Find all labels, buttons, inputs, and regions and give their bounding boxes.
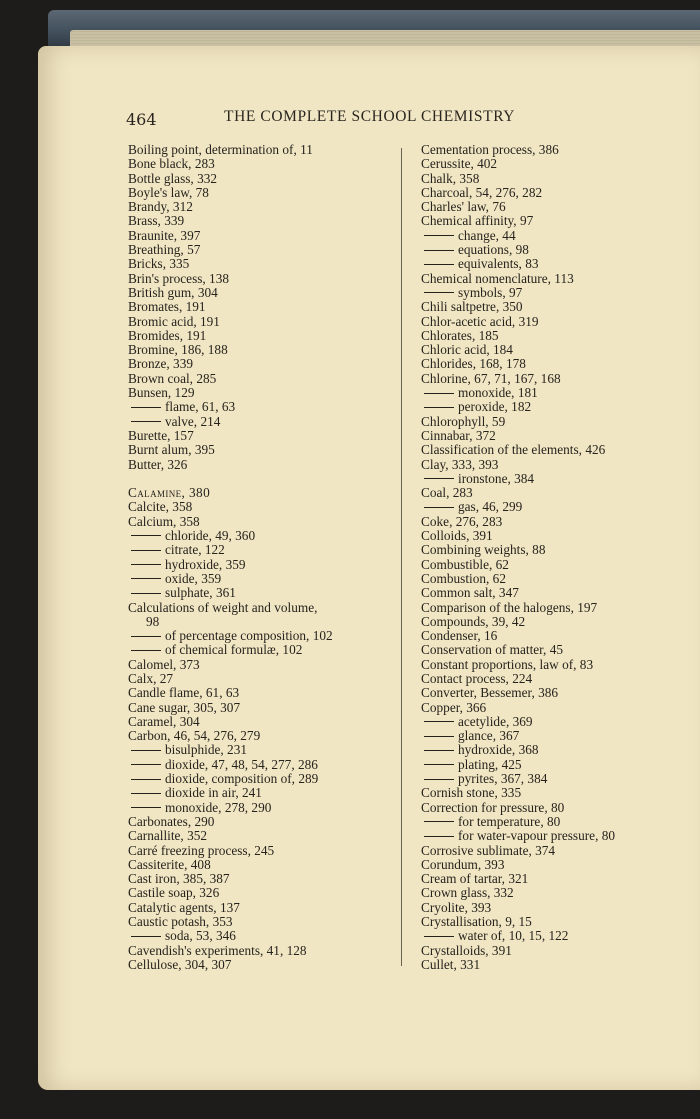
index-entry-text: glance, 367 [458, 728, 520, 744]
ditto-dash [424, 235, 454, 236]
ditto-dash [131, 936, 161, 937]
index-subentry [421, 257, 693, 271]
ditto-dash [131, 421, 161, 422]
index-entry [128, 715, 388, 729]
index-entry [128, 243, 388, 257]
index-entry-text: plating, 425 [458, 756, 522, 772]
index-entry [421, 529, 693, 543]
index-entry [128, 615, 388, 629]
index-entry [421, 415, 693, 429]
ditto-dash [131, 650, 161, 651]
index-entry [421, 844, 693, 858]
index-subentry [128, 572, 388, 586]
index-entry [421, 558, 693, 572]
ditto-dash [424, 250, 454, 251]
index-entry-text: dioxide, composition of, 289 [165, 771, 319, 787]
index-entry [128, 658, 388, 672]
ditto-dash [131, 550, 161, 551]
index-entry [421, 915, 693, 929]
index-entry [421, 300, 693, 314]
index-entry-text: Chloric acid, 184 [421, 342, 513, 358]
index-entry-text: Burnt alum, 395 [128, 442, 215, 458]
index-entry-text: Cellulose, 304, 307 [128, 956, 232, 972]
index-entry-text: Cane sugar, 305, 307 [128, 699, 241, 715]
index-entry-text: Bricks, 335 [128, 256, 190, 272]
index-entry [128, 686, 388, 700]
index-entry [421, 886, 693, 900]
index-subentry [128, 929, 388, 943]
index-entry-text: Combustible, 62 [421, 556, 509, 572]
index-entry-text: Chlor-acetic acid, 319 [421, 313, 539, 329]
index-entry [421, 357, 693, 371]
index-entry [421, 543, 693, 557]
index-entry [128, 486, 388, 500]
index-entry [128, 701, 388, 715]
index-entry [128, 944, 388, 958]
index-subentry [421, 815, 693, 829]
index-subentry [421, 400, 693, 414]
index-entry [421, 372, 693, 386]
index-entry [128, 601, 388, 615]
index-entry [128, 214, 388, 228]
index-entry-text: Caramel, 304 [128, 713, 200, 729]
index-entry [421, 143, 693, 157]
index-entry-text: Boiling point, determination of, 11 [128, 142, 313, 157]
index-subentry [128, 543, 388, 557]
ditto-dash [424, 292, 454, 293]
index-entry-text: Crystallisation, 9, 15 [421, 914, 532, 930]
index-entry [421, 572, 693, 586]
index-entry-text: ironstone, 384 [458, 470, 535, 486]
index-subentry [421, 829, 693, 843]
index-entry [128, 515, 388, 529]
index-entry-text: sulphate, 361 [165, 585, 236, 601]
index-entry-text: Calomel, 373 [128, 656, 200, 672]
index-entry-text: Cornish stone, 335 [421, 785, 522, 801]
index-entry-text: Combustion, 62 [421, 570, 506, 586]
index-subentry [421, 729, 693, 743]
index-entry-text: Cavendish's experiments, 41, 128 [128, 942, 307, 958]
index-entry-text: Chlorine, 67, 71, 167, 168 [421, 370, 561, 386]
index-column-left [128, 143, 388, 972]
index-entry-text: valve, 214 [165, 413, 221, 429]
index-entry [128, 300, 388, 314]
index-entry-text: Calx, 27 [128, 670, 174, 686]
index-entry-text: Cullet, 331 [421, 956, 481, 972]
ditto-dash [424, 478, 454, 479]
running-title: THE COMPLETE SCHOOL CHEMISTRY [224, 108, 516, 125]
index-entry [128, 443, 388, 457]
ditto-dash [424, 407, 454, 408]
index-entry-text: Bromides, 191 [128, 327, 207, 343]
index-entry-text: of percentage composition, 102 [165, 628, 333, 644]
index-entry-text: Bronze, 339 [128, 356, 193, 372]
index-entry [128, 858, 388, 872]
index-entry-text: Corrosive sublimate, 374 [421, 842, 556, 858]
index-entry [421, 157, 693, 171]
index-entry-text: Compounds, 39, 42 [421, 613, 526, 629]
index-subentry [421, 772, 693, 786]
index-subentry [128, 786, 388, 800]
index-entry-text: 98 [146, 613, 160, 629]
index-subentry [421, 758, 693, 772]
index-entry [421, 958, 693, 972]
index-entry [421, 486, 693, 500]
page-stack-edge [70, 30, 700, 46]
page-header [126, 108, 566, 132]
index-entry [128, 672, 388, 686]
index-entry-text: Coal, 283 [421, 485, 473, 501]
index-subentry [128, 629, 388, 643]
index-entry-text: Boyle's law, 78 [128, 184, 209, 200]
index-entry-text: Cinnabar, 372 [421, 427, 496, 443]
index-entry-text: Calcium, 358 [128, 513, 200, 529]
index-entry-text: Cerussite, 402 [421, 156, 498, 172]
index-entry [421, 872, 693, 886]
index-entry [128, 200, 388, 214]
index-entry-text: Crystalloids, 391 [421, 942, 512, 958]
index-entry-text: pyrites, 367, 384 [458, 771, 548, 787]
index-entry [128, 272, 388, 286]
index-entry [128, 257, 388, 271]
index-subentry [421, 472, 693, 486]
ditto-dash [131, 807, 161, 808]
index-entry-text: Bottle glass, 332 [128, 170, 218, 186]
index-entry-text: Brin's process, 138 [128, 270, 230, 286]
index-subentry [128, 529, 388, 543]
index-entry-text: hydroxide, 359 [165, 556, 246, 572]
index-entry [421, 343, 693, 357]
index-entry [421, 272, 693, 286]
index-subentry [421, 229, 693, 243]
index-entry-text: Cassiterite, 408 [128, 856, 211, 872]
index-entry-text: Chlorides, 168, 178 [421, 356, 526, 372]
index-entry [421, 601, 693, 615]
index-entry [421, 901, 693, 915]
index-entry-text: Bromates, 191 [128, 299, 206, 315]
ditto-dash [131, 793, 161, 794]
index-entry-text: Carnallite, 352 [128, 828, 208, 844]
index-entry-text: oxide, 359 [165, 570, 222, 586]
index-entry [128, 429, 388, 443]
index-entry [421, 858, 693, 872]
index-entry [421, 186, 693, 200]
index-entry-text: Comparison of the halogens, 197 [421, 599, 598, 615]
index-entry-text: Coke, 276, 283 [421, 513, 503, 529]
ditto-dash [424, 836, 454, 837]
ditto-dash [131, 564, 161, 565]
index-entry [421, 629, 693, 643]
index-entry-text: hydroxide, 368 [458, 742, 539, 758]
ditto-dash [131, 407, 161, 408]
index-entry [421, 672, 693, 686]
index-entry-text: bisulphide, 231 [165, 742, 247, 758]
index-entry [128, 157, 388, 171]
index-entry-text: Cementation process, 386 [421, 142, 559, 157]
ditto-dash [131, 636, 161, 637]
index-entry-text: dioxide in air, 241 [165, 785, 262, 801]
index-entry [128, 343, 388, 357]
index-entry [421, 214, 693, 228]
index-entry [421, 944, 693, 958]
index-entry-text: Constant proportions, law of, 83 [421, 656, 594, 672]
index-subentry [421, 286, 693, 300]
index-entry-text: Crown glass, 332 [421, 885, 514, 901]
index-entry-text: Butter, 326 [128, 456, 188, 472]
ditto-dash [131, 764, 161, 765]
index-entry-text: Cream of tartar, 321 [421, 871, 529, 887]
index-entry [128, 172, 388, 186]
index-entry [128, 386, 388, 400]
index-entry-text: Burette, 157 [128, 427, 194, 443]
index-entry-text: Catalytic agents, 137 [128, 899, 240, 915]
index-entry-text: Clay, 333, 393 [421, 456, 499, 472]
index-entry-text: Colloids, 391 [421, 528, 493, 544]
index-entry-text: Bromine, 186, 188 [128, 342, 228, 358]
index-entry-text: Common salt, 347 [421, 585, 519, 601]
index-entry-text: monoxide, 181 [458, 385, 538, 401]
index-entry [128, 186, 388, 200]
index-subentry [128, 758, 388, 772]
index-entry [128, 815, 388, 829]
index-entry-text: Bromic acid, 191 [128, 313, 220, 329]
index-entry-text: Caustic potash, 353 [128, 914, 233, 930]
index-entry-text: Condenser, 16 [421, 628, 498, 644]
index-subentry [128, 558, 388, 572]
index-entry-text: Breathing, 57 [128, 242, 201, 258]
index-entry-text: Carré freezing process, 245 [128, 842, 275, 858]
index-entry [421, 329, 693, 343]
index-subentry [421, 500, 693, 514]
index-entry-text: monoxide, 278, 290 [165, 799, 272, 815]
index-subentry [128, 743, 388, 757]
index-entry [128, 357, 388, 371]
index-entry-text: dioxide, 47, 48, 54, 277, 286 [165, 756, 318, 772]
column-divider [401, 148, 402, 966]
index-entry [128, 329, 388, 343]
index-entry-text: Chemical nomenclature, 113 [421, 270, 574, 286]
index-entry-text: water of, 10, 15, 122 [458, 928, 569, 944]
index-subentry [421, 386, 693, 400]
index-entry-text: Conservation of matter, 45 [421, 642, 564, 658]
index-entry-text: acetylide, 369 [458, 713, 533, 729]
index-entry [128, 915, 388, 929]
index-entry [421, 458, 693, 472]
index-entry-text: Bunsen, 129 [128, 385, 195, 401]
index-entry [421, 615, 693, 629]
index-entry-text: Candle flame, 61, 63 [128, 685, 240, 701]
page-number: 464 [126, 110, 157, 129]
index-entry-text: Corundum, 393 [421, 856, 505, 872]
index-column-right [421, 143, 693, 972]
ditto-dash [424, 779, 454, 780]
index-entry [421, 658, 693, 672]
index-entry-text: for temperature, 80 [458, 813, 561, 829]
index-subentry [421, 743, 693, 757]
index-entry [421, 643, 693, 657]
index-entry [128, 729, 388, 743]
index-entry [421, 701, 693, 715]
index-entry-text: Brass, 339 [128, 213, 185, 229]
index-entry-text: Braunite, 397 [128, 227, 201, 243]
index-entry [128, 886, 388, 900]
index-subentry [128, 801, 388, 815]
index-entry [128, 500, 388, 514]
index-entry-text: Contact process, 224 [421, 670, 533, 686]
index-entry-text: soda, 53, 346 [165, 928, 236, 944]
index-subentry [128, 643, 388, 657]
index-entry-text: citrate, 122 [165, 542, 225, 558]
ditto-dash [424, 721, 454, 722]
ditto-dash [424, 393, 454, 394]
ditto-dash [424, 936, 454, 937]
index-entry-text: Chlorophyll, 59 [421, 413, 506, 429]
index-entry-text: Brandy, 312 [128, 199, 193, 215]
index-entry-text: Charles' law, 76 [421, 199, 506, 215]
ditto-dash [131, 779, 161, 780]
ditto-dash [424, 750, 454, 751]
index-subentry [128, 400, 388, 414]
index-entry [421, 429, 693, 443]
index-entry [421, 686, 693, 700]
index-entry [128, 958, 388, 972]
index-entry-text: Carbon, 46, 54, 276, 279 [128, 728, 261, 744]
ditto-dash [424, 821, 454, 822]
index-subentry [421, 243, 693, 257]
index-entry [421, 801, 693, 815]
index-entry-text: gas, 46, 299 [458, 499, 523, 515]
index-entry-text: Chalk, 358 [421, 170, 480, 186]
index-entry-text: Chlorates, 185 [421, 327, 499, 343]
index-entry-text: change, 44 [458, 227, 516, 243]
ditto-dash [424, 764, 454, 765]
index-entry-text: Cryolite, 393 [421, 899, 492, 915]
index-entry [128, 829, 388, 843]
index-entry-text: Cast iron, 385, 387 [128, 871, 230, 887]
index-entry-text: of chemical formulæ, 102 [165, 642, 303, 658]
index-entry-text: flame, 61, 63 [165, 399, 236, 415]
ditto-dash [131, 593, 161, 594]
index-entry [421, 786, 693, 800]
index-entry [128, 372, 388, 386]
index-entry-text: Charcoal, 54, 276, 282 [421, 184, 543, 200]
index-entry-text: for water-vapour pressure, 80 [458, 828, 616, 844]
index-entry [421, 172, 693, 186]
index-subentry [421, 715, 693, 729]
index-subentry [421, 929, 693, 943]
index-entry-text: Converter, Bessemer, 386 [421, 685, 559, 701]
index-entry [128, 844, 388, 858]
ditto-dash [424, 507, 454, 508]
index-entry [128, 872, 388, 886]
index-entry [421, 443, 693, 457]
index-entry [128, 901, 388, 915]
index-entry-text: Chemical affinity, 97 [421, 213, 534, 229]
index-entry-text: Correction for pressure, 80 [421, 799, 565, 815]
ditto-dash [131, 535, 161, 536]
index-entry-text: British gum, 304 [128, 284, 218, 300]
index-entry-text: Castile soap, 326 [128, 885, 220, 901]
ditto-dash [424, 736, 454, 737]
index-entry [128, 315, 388, 329]
index-entry-text: symbols, 97 [458, 284, 523, 300]
index-entry-text: Classification of the elements, 426 [421, 442, 606, 458]
index-entry-text: Calculations of weight and volume, [128, 599, 318, 615]
index-entry-text: Calcite, 358 [128, 499, 193, 515]
index-entry [421, 515, 693, 529]
index-entry [421, 586, 693, 600]
ditto-dash [424, 264, 454, 265]
index-subentry [128, 586, 388, 600]
index-entry-text: chloride, 49, 360 [165, 528, 256, 544]
index-entry-text: Combining weights, 88 [421, 542, 546, 558]
index-entry-text: Copper, 366 [421, 699, 487, 715]
index-subentry [128, 772, 388, 786]
ditto-dash [131, 750, 161, 751]
index-entry [128, 458, 388, 472]
index-entry [128, 286, 388, 300]
index-entry-text: Calamine, 380 [128, 485, 211, 501]
index-entry-text: Bone black, 283 [128, 156, 215, 172]
index-section-gap [128, 472, 388, 486]
index-entry-text: Carbonates, 290 [128, 813, 215, 829]
index-entry-text: peroxide, 182 [458, 399, 532, 415]
index-entry-text: Chili saltpetre, 350 [421, 299, 523, 315]
index-subentry [128, 415, 388, 429]
index-entry-text: equations, 98 [458, 242, 529, 258]
index-entry [421, 315, 693, 329]
ditto-dash [131, 578, 161, 579]
index-entry-text: Brown coal, 285 [128, 370, 217, 386]
index-entry-text: equivalents, 83 [458, 256, 539, 272]
index-entry [421, 200, 693, 214]
index-entry [128, 229, 388, 243]
index-entry [128, 143, 388, 157]
